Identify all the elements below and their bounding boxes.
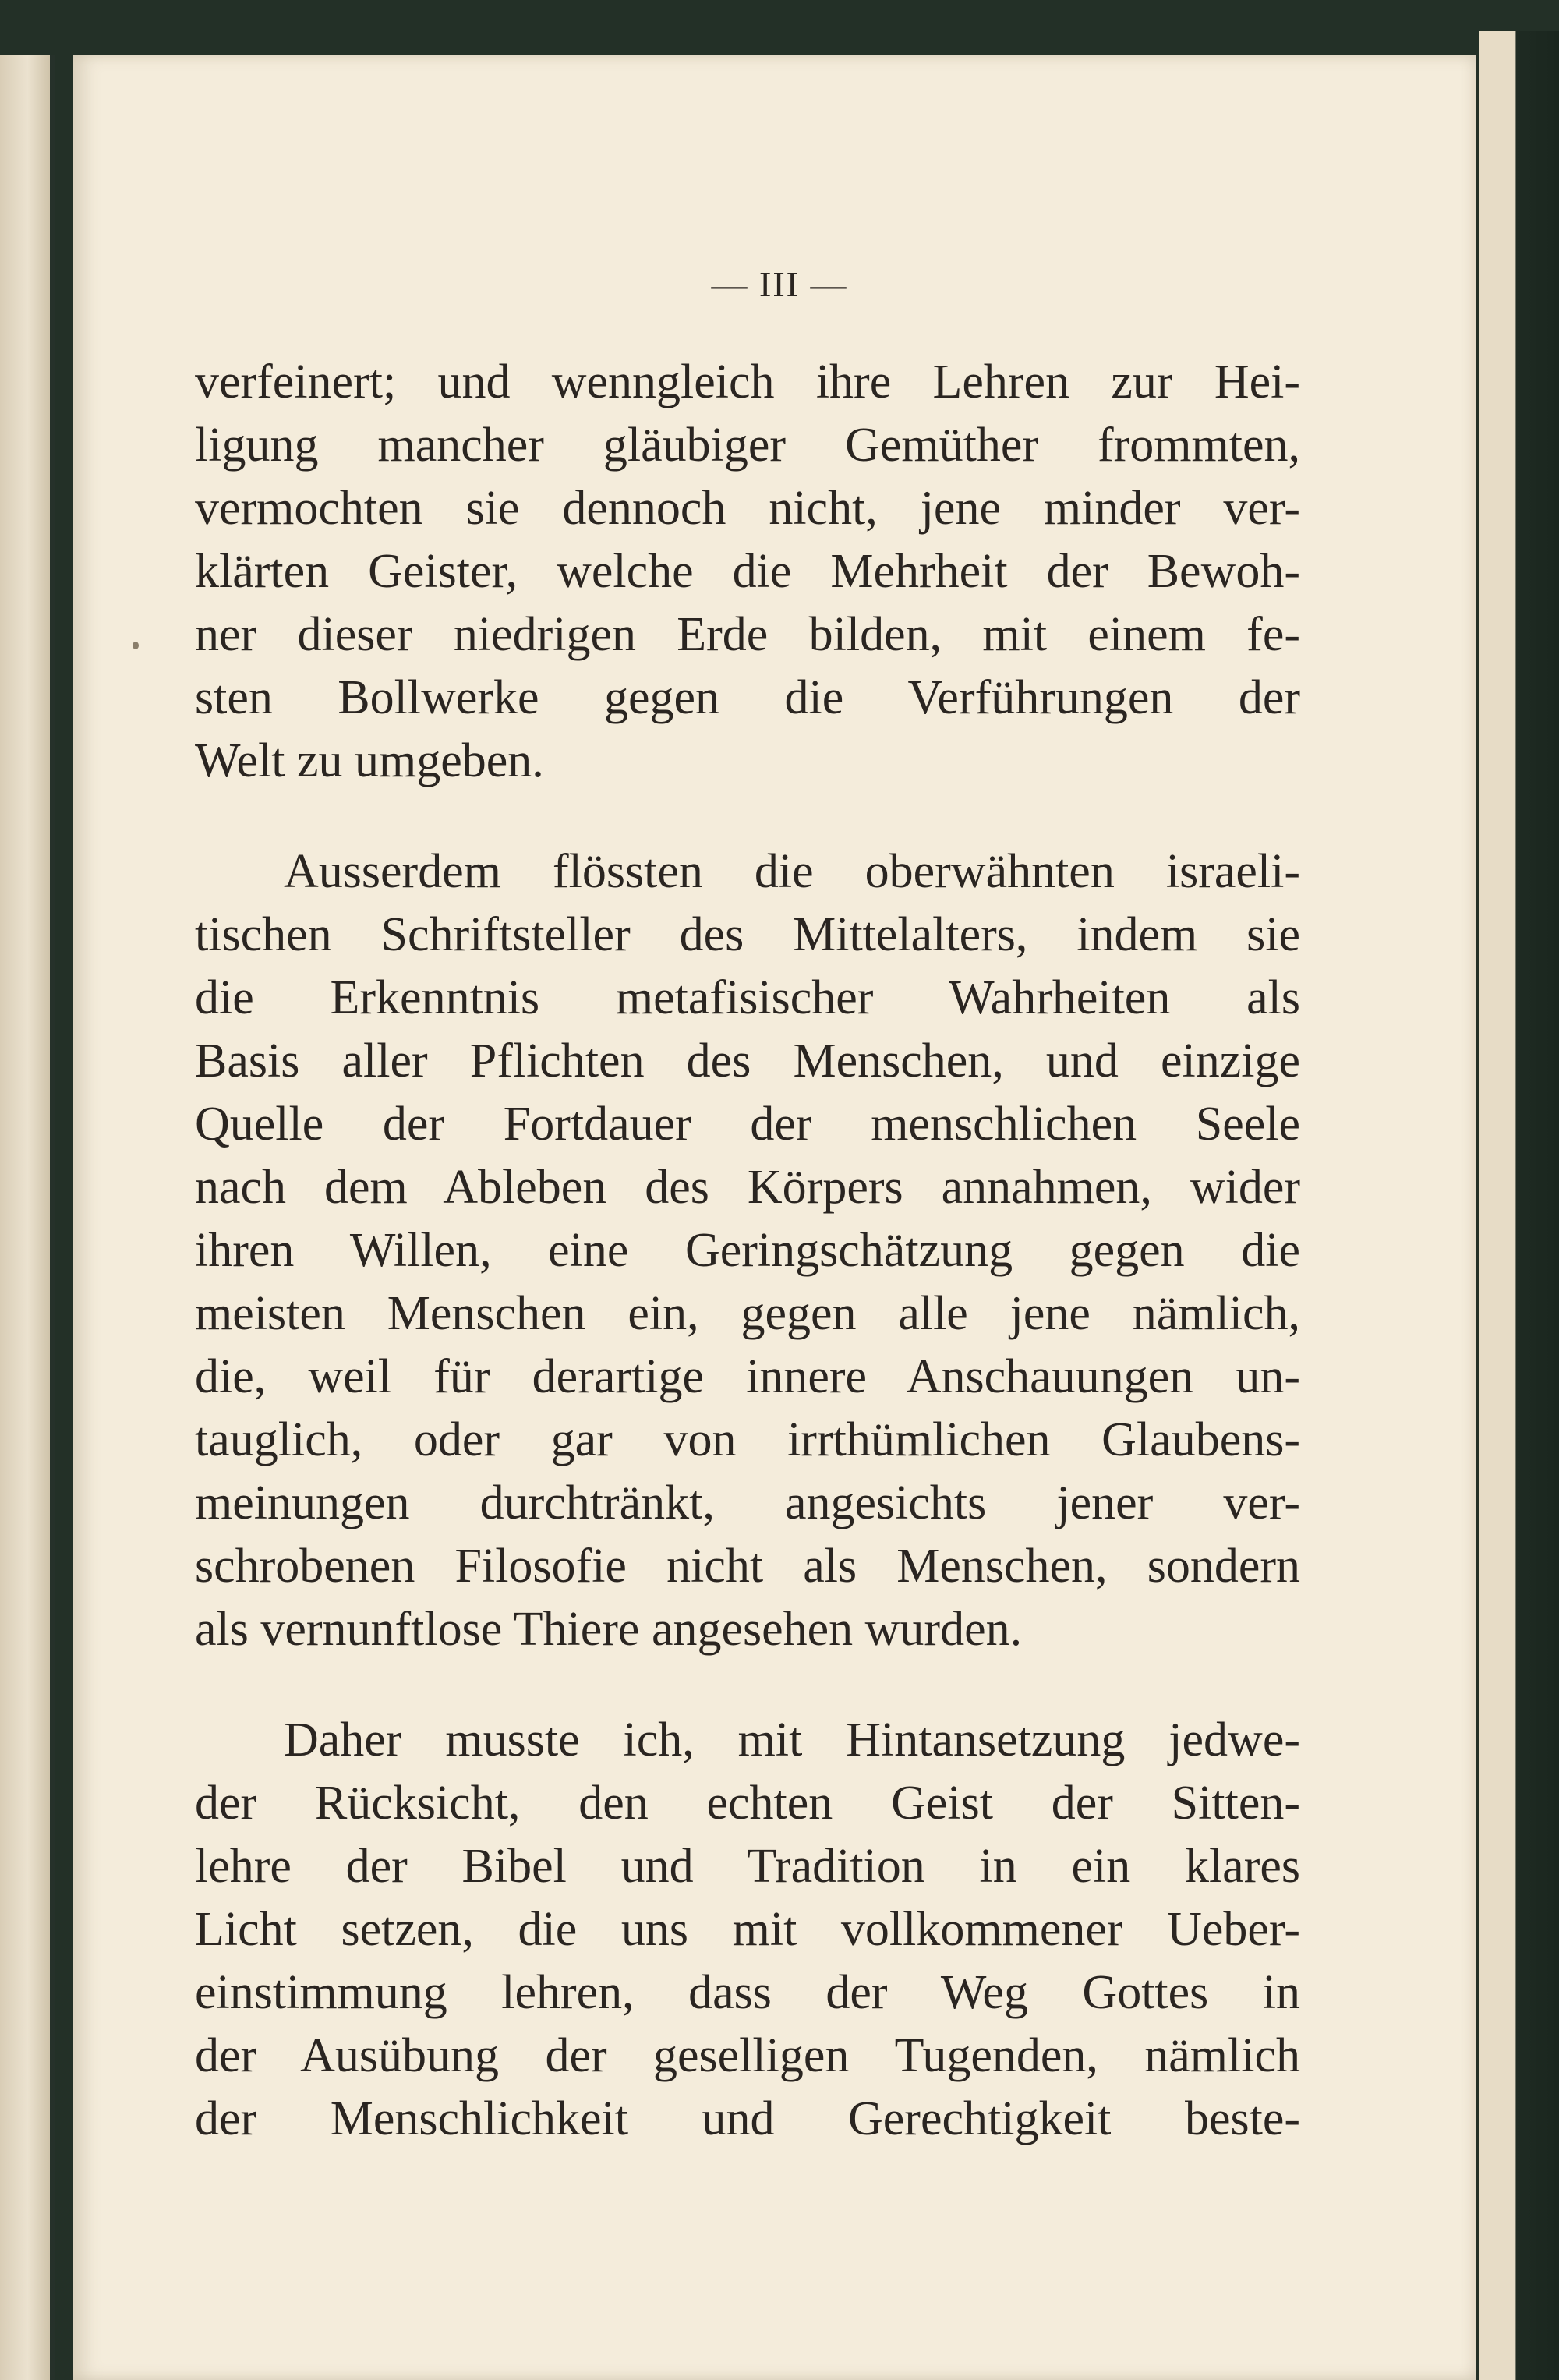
book-cover-edge bbox=[1479, 31, 1559, 2380]
previous-page-edge bbox=[0, 55, 55, 2380]
page-number: — III — bbox=[711, 264, 848, 304]
paragraph-2 bbox=[195, 840, 1300, 1661]
text-line: schrobenen Filosofie nicht als Menschen, sondern bbox=[195, 1540, 1300, 1593]
paragraph-1 bbox=[195, 351, 1300, 793]
text-line: Ausserdem flössten die oberwähnten israeli- bbox=[284, 845, 1300, 898]
text-line: der Ausübung der geselligen Tugenden, nämlich bbox=[195, 2029, 1300, 2082]
text-line: ihren Willen, eine Geringschätzung gegen die bbox=[195, 1224, 1300, 1277]
text-line: Licht setzen, die uns mit vollkommener Ueber- bbox=[195, 1903, 1300, 1956]
text-line: ner dieser niedrigen Erde bilden, mit einem fe- bbox=[195, 608, 1300, 661]
text-line: vermochten sie dennoch nicht, jene minder ver- bbox=[195, 482, 1300, 535]
text-line: meinungen durchtränkt, angesichts jener ver- bbox=[195, 1476, 1300, 1529]
text-line: meisten Menschen ein, gegen alle jene nämlich, bbox=[195, 1287, 1300, 1340]
body-text bbox=[195, 351, 1300, 2151]
text-line: lehre der Bibel und Tradition in ein klares bbox=[195, 1840, 1300, 1893]
text-line: ligung mancher gläubiger Gemüther frommten, bbox=[195, 419, 1300, 472]
text-line: tischen Schriftsteller des Mittelalters, indem sie bbox=[195, 908, 1300, 961]
text-line: die, weil für derartige innere Anschauungen un- bbox=[195, 1350, 1300, 1403]
text-line: als vernunftlose Thiere angesehen wurden. bbox=[195, 1603, 1023, 1656]
paragraph-3 bbox=[195, 1709, 1300, 2151]
text-line: die Erkenntnis metafisischer Wahrheiten als bbox=[195, 971, 1300, 1024]
text-line: nach dem Ableben des Körpers annahmen, wider bbox=[195, 1161, 1300, 1214]
text-line: der Menschlichkeit und Gerechtigkeit beste- bbox=[195, 2092, 1300, 2145]
text-line: tauglich, oder gar von irrthümlichen Glaubens- bbox=[195, 1413, 1300, 1466]
text-line: klärten Geister, welche die Mehrheit der Bewoh- bbox=[195, 545, 1300, 598]
text-line: Daher musste ich, mit Hintansetzung jedwe- bbox=[284, 1713, 1300, 1766]
paper-speck bbox=[133, 642, 139, 649]
text-line: verfeinert; und wenngleich ihre Lehren zur Hei- bbox=[195, 355, 1300, 408]
text-line: der Rücksicht, den echten Geist der Sitten- bbox=[195, 1777, 1300, 1830]
text-line: einstimmung lehren, dass der Weg Gottes in bbox=[195, 1966, 1300, 2019]
text-line: Quelle der Fortdauer der menschlichen Seele bbox=[195, 1098, 1300, 1151]
text-line: Basis aller Pflichten des Menschen, und einzige bbox=[195, 1034, 1300, 1087]
text-line: sten Bollwerke gegen die Verführungen der bbox=[195, 671, 1300, 724]
text-line: Welt zu umgeben. bbox=[195, 734, 544, 787]
